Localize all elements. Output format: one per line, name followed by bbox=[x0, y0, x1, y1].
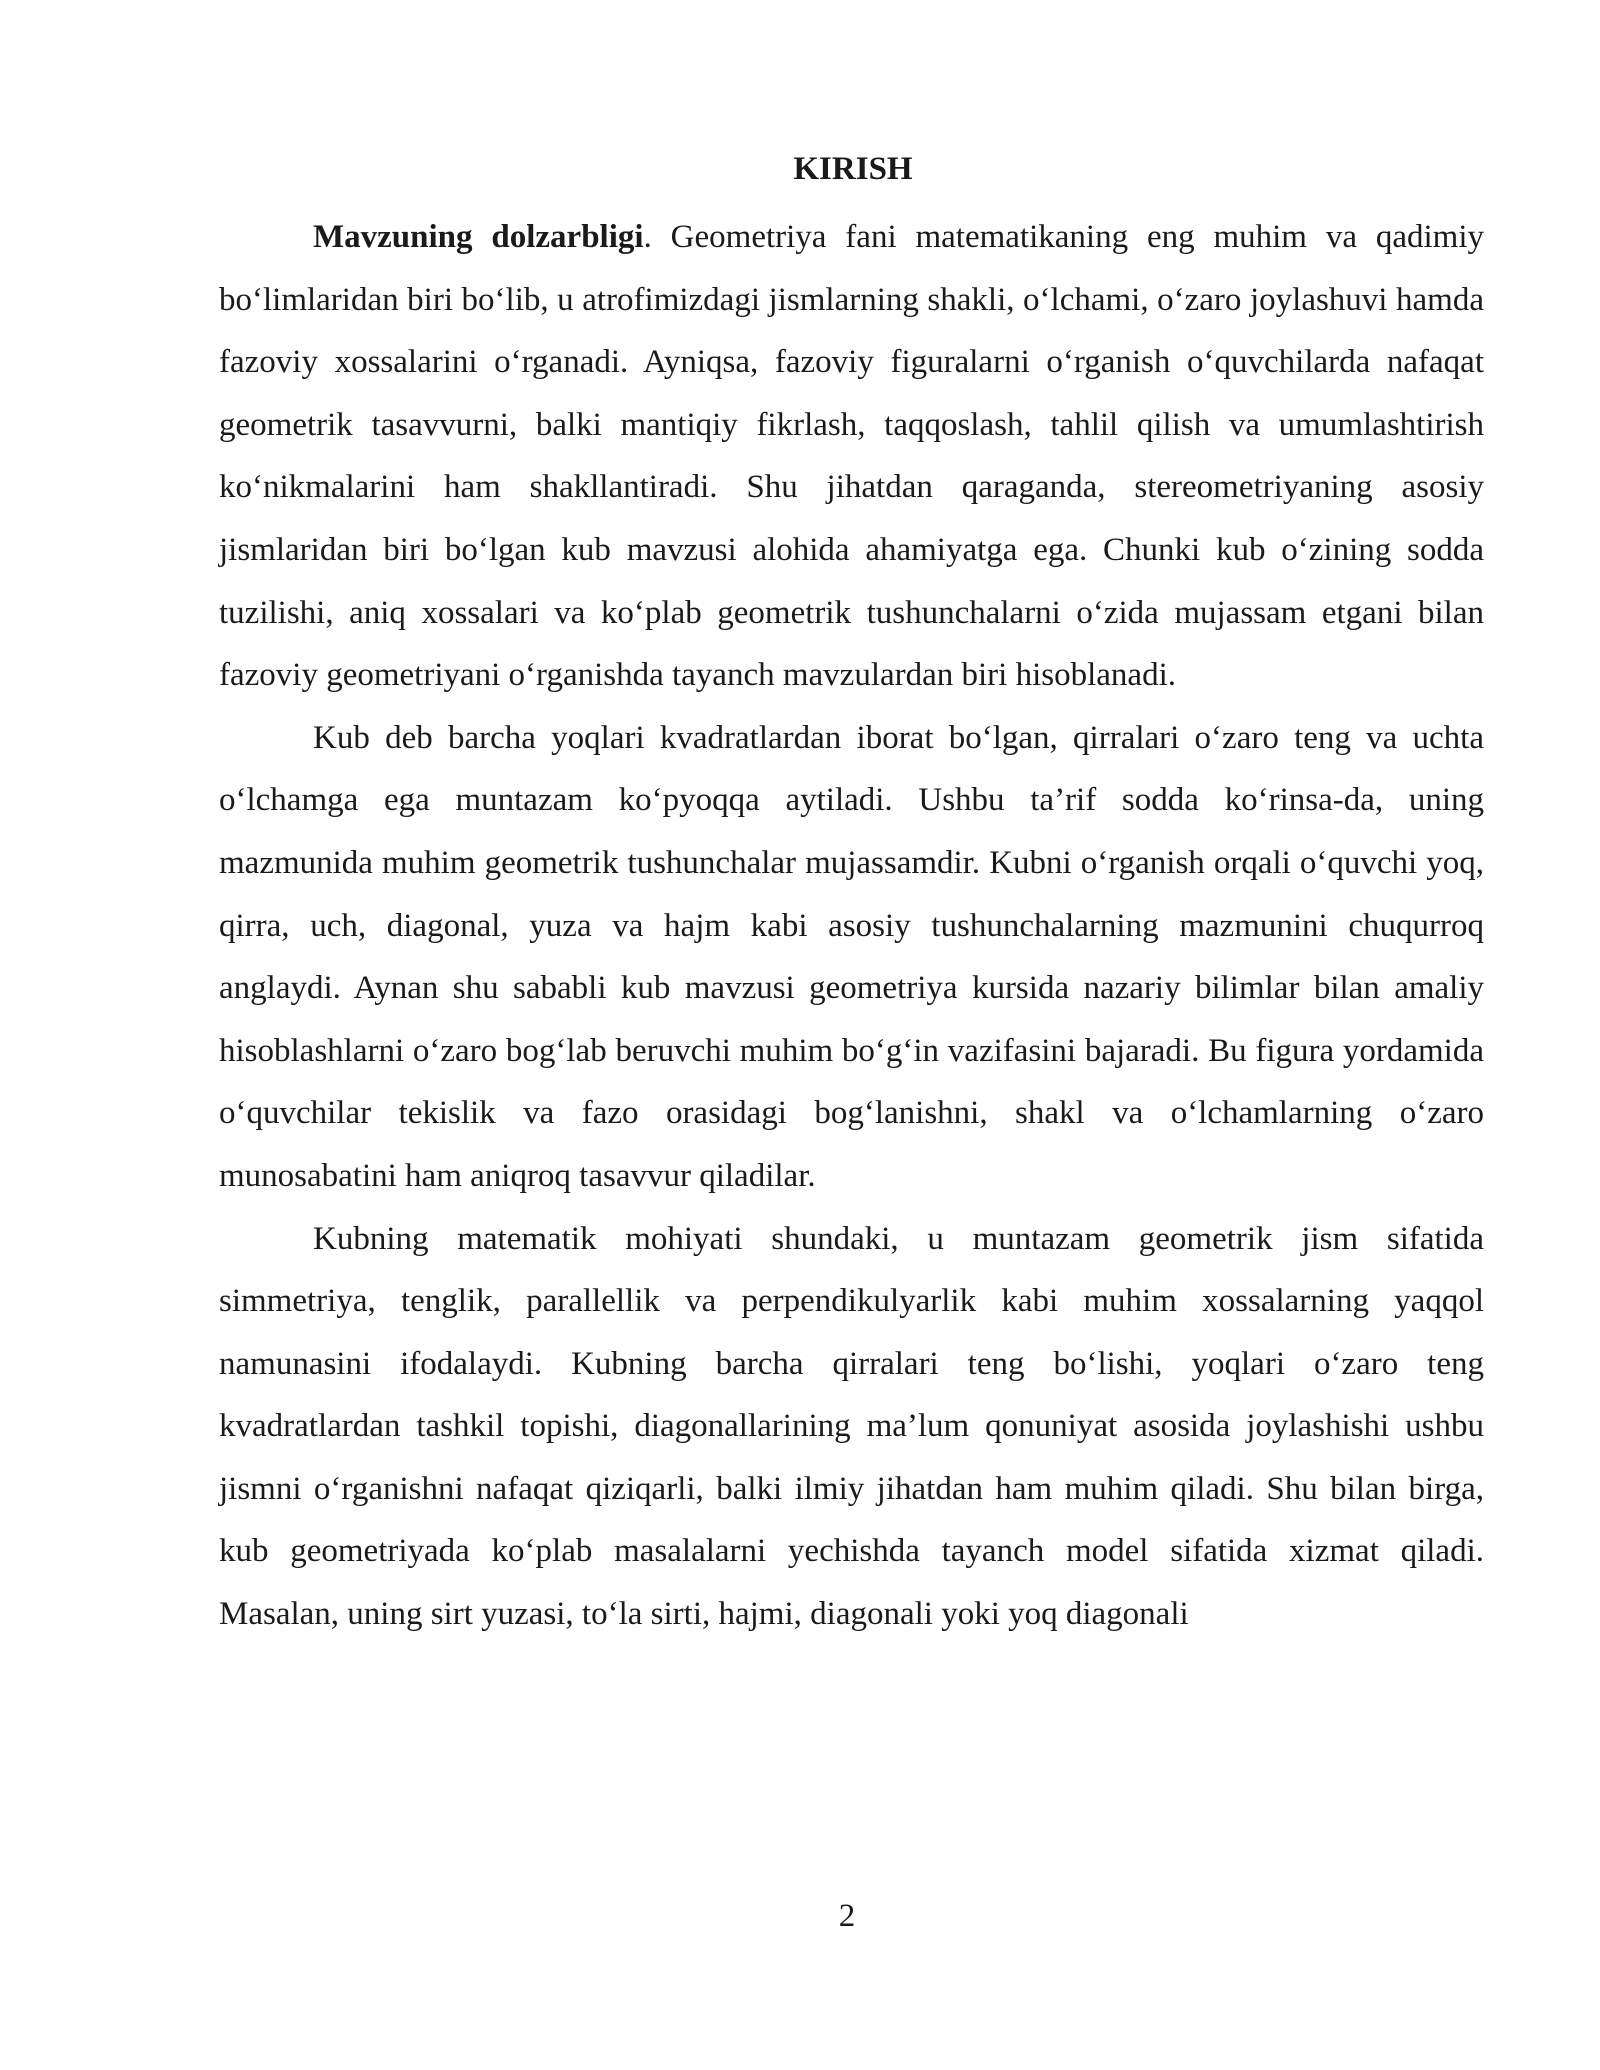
page-number: 2 bbox=[838, 1898, 856, 1934]
paragraph-text: . Geometriya fani matematikaning eng muhim va qadimiy bo‘limlaridan biri bo‘lib, u atrofimizdagi jismlarning shakli, o‘lchami, o‘zaro joylashuvi hamda fazoviy xossalarini o‘rganadi. Ayniqsa, fazoviy figuralarni o‘rganish o‘quvchilarda nafaqat geometrik tasavvurni, balki mantiqiy fikrlash, taqqoslash, tahlil qilish va umumlashtirish ko‘nikmalarini ham shakllantiradi. Shu jihatdan qaraganda, stereometriyaning asosiy jismlaridan biri bo‘lgan kub mavzusi alohida ahamiyatga ega. Chunki kub o‘zining sodda tuzilishi, aniq xossalari va ko‘plab geometrik tushunchalarni o‘zida mujassam etgani bilan fazoviy geometriyani o‘rganishda tayanch mavzulardan biri hisoblanadi. bbox=[219, 219, 1484, 694]
paragraph-text: Kubning matematik mohiyati shundaki, u muntazam geometrik jism sifatida simmetriya, tenglik, parallellik va perpendikulyarlik kabi muhim xossalarning yaqqol namunasini ifodalaydi. Kubning barcha qirralari teng bo‘lishi, yoqlari o‘zaro teng kvadratlardan tashkil topishi, diagonallarining ma’lum qonuniyat asosida joylashishi ushbu jismni o‘rganishni nafaqat qiziqarli, balki ilmiy jihatdan ham muhim qiladi. Shu bilan birga, kub geometriyada ko‘plab masalalarni yechishda tayanch model sifatida xizmat qiladi. Masalan, uning sirt yuzasi, to‘la sirti, hajmi, diagonali yoki yoq diagonali bbox=[219, 1220, 1484, 1633]
paragraph-text: Kub deb barcha yoqlari kvadratlardan iborat bo‘lgan, qirralari o‘zaro teng va uchta o‘lchamga ega muntazam ko‘pyoqqa aytiladi. Ushbu ta’rif sodda ko‘rinsa-da, uning mazmunida muhim geometrik tushunchalar mujassamdir. Kubni o‘rganish orqali o‘quvchi yoq, qirra, uch, diagonal, yuza va hajm kabi asosiy tushunchalarning mazmunini chuqurroq anglaydi. Aynan shu sababli kub mavzusi geometriya kursida nazariy bilimlar bilan amaliy hisoblashlarni o‘zaro bog‘lab beruvchi muhim bo‘g‘in vazifasini bajaradi. Bu figura yordamida o‘quvchilar tekislik va fazo orasidagi bog‘lanishni, shakl va o‘lchamlarning o‘zaro munosabatini ham aniqroq tasavvur qiladilar. bbox=[219, 719, 1484, 1194]
paragraph-definition bbox=[219, 707, 1484, 1208]
body-text bbox=[219, 206, 1484, 1646]
paragraph-essence bbox=[219, 1208, 1484, 1646]
paragraph-relevance bbox=[219, 206, 1484, 707]
section-heading: KIRISH bbox=[793, 151, 913, 187]
paragraph-lead: Mavzuning dolzarbligi bbox=[313, 219, 644, 255]
